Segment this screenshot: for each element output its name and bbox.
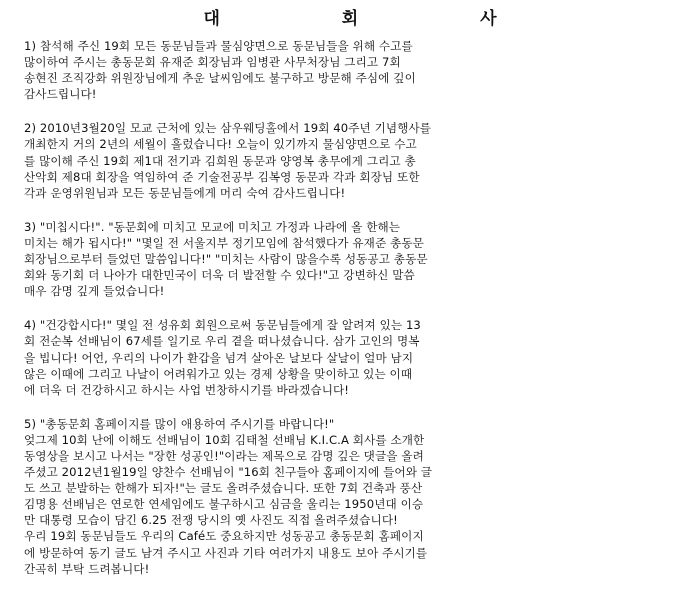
paragraph-1 [24, 38, 686, 102]
paragraph-line: 김명용 선배님은 연로한 연세임에도 불구하시고 심금을 울리는 1950년대 이승 [24, 497, 424, 512]
paragraph-line: 에 방문하여 동기 글도 남겨 주시고 사진과 기타 여러가지 내용도 보아 주시기를 [24, 545, 428, 560]
paragraph-line: 각과 운영위원님과 모든 동문님들에게 머리 숙여 감사드립니다! [24, 185, 346, 200]
paragraph-line: 5) "총동문회 홈페이지를 많이 애용하여 주시기를 바랍니다!" [24, 416, 335, 431]
paragraph-line: 동영상을 보시고 나서는 "장한 성공인!"이라는 제목으로 감명 깊은 댓글을 올려 [24, 448, 424, 463]
paragraph-line: 에 더욱 더 건강하시고 하시는 사업 번창하시기를 바라겠습니다! [24, 382, 350, 397]
paragraph-3 [24, 219, 686, 299]
paragraph-line: 개최한지 거의 2년의 세월이 흘렀습니다! 오늘이 있기까지 물심양면으로 수고 [24, 137, 417, 152]
paragraph-line: 2) 2010년3월20일 모교 근처에 있는 삼우웨딩홀에서 19회 40주년 기념행사를 [24, 121, 432, 136]
paragraph-line: 매우 감명 깊게 들었습니다! [24, 284, 165, 299]
paragraph-line: 주셨고 2012년1월19일 양찬수 선배님이 "16회 친구들아 홈페이지에 들어와 글 [24, 465, 433, 480]
paragraph-line: 1) 참석해 주신 19회 모든 동문님들과 물심양면으로 동문님들을 위해 수고를 [24, 39, 413, 53]
paragraph-line: 를 많이해 주신 19회 제1대 전기과 김희원 동문과 양영복 총무에게 그리고 총 [24, 153, 416, 168]
paragraph-5 [24, 416, 686, 577]
paragraph-line: 미치는 해가 됩시다!" "몇일 전 서울지부 정기모임에 참석했다가 유재준 총동문 [24, 235, 424, 250]
paragraph-line: 도 쓰고 분발하는 한해가 되자!"는 글도 올려주셨습니다. 또한 7회 건축과 풍산 [24, 481, 423, 496]
paragraph-4 [24, 317, 686, 397]
paragraph-line: 회와 동기회 더 나아가 대한민국이 더욱 더 발전할 수 있다!"고 강변하신 말씀 [24, 268, 415, 283]
document-title: 대 회 사 [203, 9, 555, 29]
paragraph-line: 엊그제 10회 난에 이해도 선배님이 10회 김태철 선배님 K.I.C.A 회사를 소개한 [24, 432, 425, 447]
paragraph-line: 4) "건강합시다!" 몇일 전 성유회 회원으로써 동문님들에게 잘 알려져 있는 13 [24, 318, 421, 333]
paragraph-line: 만 대통령 모습이 담긴 6.25 전쟁 당시의 옛 사진도 직접 올려주셨습니다! [24, 513, 398, 528]
paragraph-line: 감사드립니다! [24, 87, 97, 102]
paragraph-line: 을 빕니다! 어언, 우리의 나이가 환갑을 넘겨 살아온 날보다 살날이 얼마 남지 [24, 350, 414, 365]
paragraph-line: 산악회 제8대 회장을 역임하여 준 기술전공부 김복영 동문과 각과 회장님 또한 [24, 169, 420, 184]
paragraph-line: 간곡히 부탁 드려봅니다! [24, 561, 150, 576]
paragraph-line: 회 전순복 선배님이 67세를 일기로 우리 곁을 떠나셨습니다. 삼가 고인의 명복 [24, 334, 420, 349]
paragraph-line: 우리 19회 동문님들도 우리의 Café도 중요하지만 성동공고 총동문회 홈페이지 [24, 529, 424, 544]
paragraph-line: 많이하여 주시는 총동문회 유재준 회장님과 임병관 사무처장님 그리고 7회 [24, 55, 401, 70]
paragraph-2 [24, 120, 686, 200]
paragraph-line: 않은 이때에 그리고 나날이 어려워가고 있는 경제 상황을 맞이하고 있는 이때 [24, 366, 413, 381]
paragraph-line: 3) "미칩시다!". "동문회에 미치고 모교에 미치고 가정과 나라에 올 한해는 [24, 219, 401, 234]
document-body [24, 38, 686, 595]
paragraph-line: 회장님으로부터 들었던 말씀입니다!" "미치는 사람이 많을수록 성동공고 총동문 [24, 252, 428, 267]
paragraph-line: 송현진 조직강화 위원장님에게 추운 날씨임에도 불구하고 방문해 주심에 깊이 [24, 71, 416, 86]
